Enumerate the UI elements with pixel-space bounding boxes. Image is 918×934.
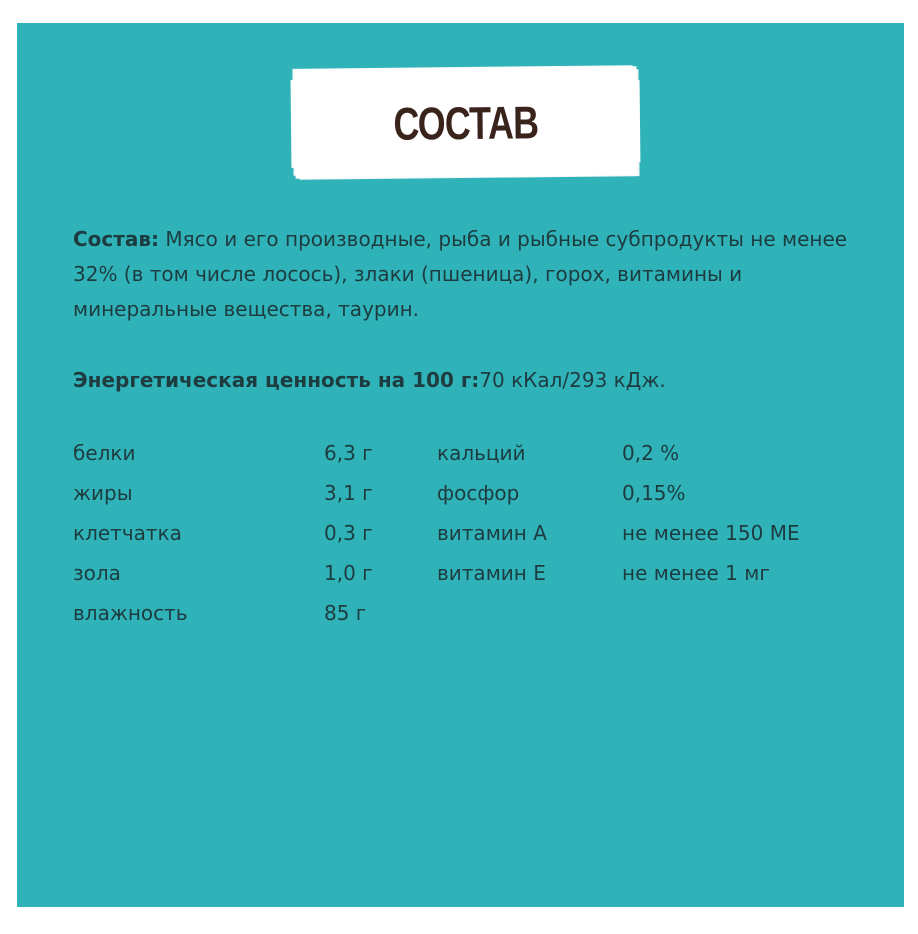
nutrient-value: 1,0 г — [324, 561, 373, 585]
nutrient-value: 3,1 г — [324, 481, 373, 505]
nutrient-value: 0,15% — [622, 481, 686, 505]
nutrient-value: 0,3 г — [324, 521, 373, 545]
composition-text: Мясо и его производные, рыба и рыбные субпродукты не менее 32% (в том числе лосось), злаки (пшеница), горох, витамины и минеральные вещества, таурин. — [73, 227, 848, 321]
nutrient-name: жиры — [73, 481, 133, 505]
composition-label: Состав: — [73, 227, 160, 251]
nutrient-name: витамин Е — [437, 561, 546, 585]
title-box — [296, 68, 635, 177]
composition-panel — [17, 23, 904, 907]
nutrient-value: 0,2 % — [622, 441, 680, 465]
nutrient-name: клетчатка — [73, 521, 182, 545]
nutrient-name: витамин А — [437, 521, 547, 545]
nutrient-name: фосфор — [437, 481, 520, 505]
nutrient-name: кальций — [437, 441, 526, 465]
composition-description — [73, 222, 863, 327]
energy-value: 70 кКал/293 кДж. — [479, 368, 666, 392]
nutrient-name: белки — [73, 441, 136, 465]
energy-value-line — [73, 363, 873, 398]
nutrient-value: 85 г — [324, 601, 367, 625]
nutrient-name: зола — [73, 561, 121, 585]
nutrient-value: 6,3 г — [324, 441, 373, 465]
nutrient-value: не менее 1 мг — [622, 561, 770, 585]
energy-label: Энергетическая ценность на 100 г: — [73, 368, 480, 392]
page-title: СОСТАВ — [393, 95, 539, 150]
nutrient-name: влажность — [73, 601, 188, 625]
nutrient-value: не менее 150 МЕ — [622, 521, 800, 545]
